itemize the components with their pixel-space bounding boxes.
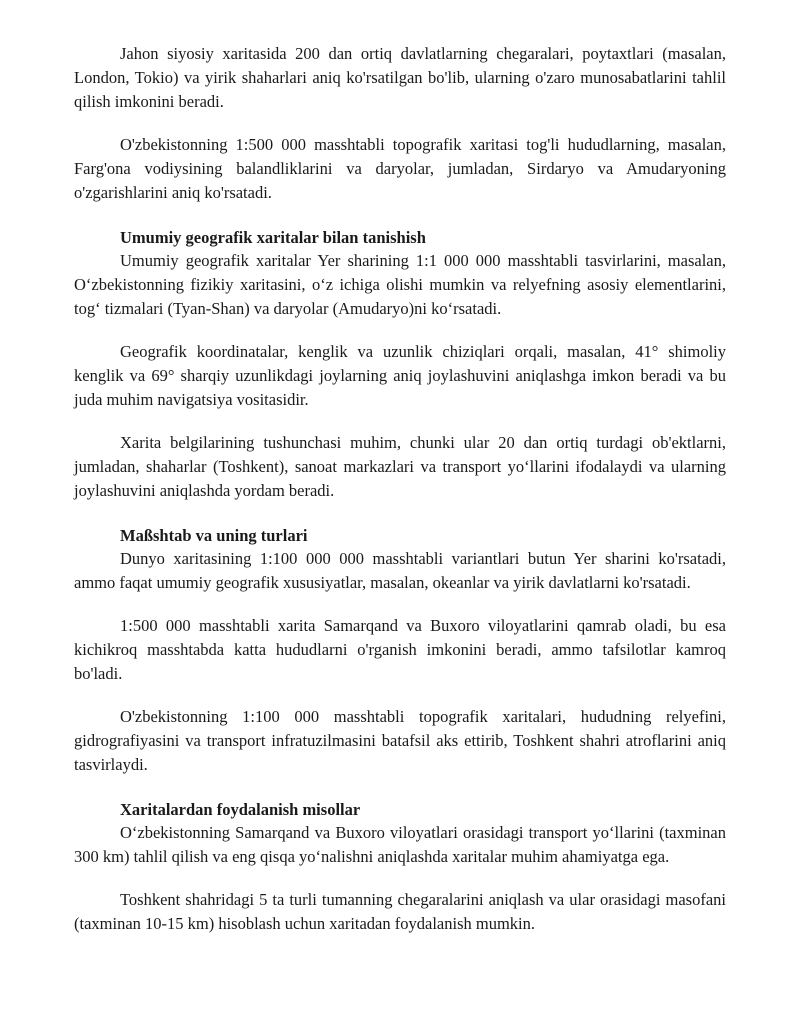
paragraph-topographic-map: O'zbekistonning 1:500 000 masshtabli topografik xaritasi tog'li hududlarning, masalan, Farg'ona vodiysining balandliklarini va daryolar, jumladan, Sirdaryo va Amudaryoning o'zgarishlarini aniq ko'rsatadi. xyxy=(74,135,726,202)
paragraph-regional-scale: 1:500 000 masshtabli xarita Samarqand va Buxoro viloyatlarini qamrab oladi, bu esa kichikroq masshtabda katta hududlarni o'rganish imkonini beradi, ammo tafsilotlar kamroq bo'ladi. xyxy=(74,616,726,683)
paragraph-world-map-scale: Dunyo xaritasining 1:100 000 000 masshtabli variantlari butun Yer sharini ko'rsatadi, ammo faqat umumiy geografik xususiyatlar, masalan, okeanlar va yirik davlatlarni ko'rsatadi. xyxy=(74,549,726,592)
paragraph-general-maps: Umumiy geografik xaritalar Yer sharining 1:1 000 000 masshtabli tasvirlarini, masalan, O‘zbekistonning fizikiy xaritasini, o‘z ichiga olishi mumkin va relyefning asosiy elementlarini, tog‘ tizmalari (Tyan-Shan) va daryolar (Amudaryo)ni ko‘rsatadi. xyxy=(74,251,726,318)
paragraph-map-symbols: Xarita belgilarining tushunchasi muhim, chunki ular 20 dan ortiq turdagi ob'ektlarni, jumladan, shaharlar (Toshkent), sanoat markazlari va transport yo‘llarini ifodalaydi va ularning joylashuvini aniqlashda yordam beradi. xyxy=(74,433,726,500)
document-page xyxy=(74,42,726,955)
paragraph-transport-routes: O‘zbekistonning Samarqand va Buxoro viloyatlari orasidagi transport yo‘llarini (taxminan 300 km) tahlil qilish va eng qisqa yo‘nalishni aniqlashda xaritalar muhim ahamiyatga ega. xyxy=(74,823,726,866)
section-heading-map-usage: Xaritalardan foydalanish misollar xyxy=(120,800,361,819)
paragraph-political-map: Jahon siyosiy xaritasida 200 dan ortiq davlatlarning chegaralari, poytaxtlari (masalan, London, Tokio) va yirik shaharlari aniq ko'rsatilgan bo'lib, ularning o'zaro munosabatlarini tahlil qilish imkonini beradi. xyxy=(74,44,726,111)
paragraph-large-scale: O'zbekistonning 1:100 000 masshtabli topografik xaritalari, hududning relyefini, gidrografiyasini va transport infratuzilmasini batafsil aks ettirib, Toshkent shahri atroflarini aniq tasvirlaydi. xyxy=(74,707,726,774)
paragraph-coordinates: Geografik koordinatalar, kenglik va uzunlik chiziqlari orqali, masalan, 41° shimoliy kenglik va 69° sharqiy uzunlikdagi joylarning aniq joylashuvini aniqlashga imkon beradi va bu juda muhim navigatsiya vositasidir. xyxy=(74,342,726,409)
paragraph-district-boundaries: Toshkent shahridagi 5 ta turli tumanning chegaralarini aniqlash va ular orasidagi masofani (taxminan 10-15 km) hisoblash uchun xaritadan foydalanish mumkin. xyxy=(74,890,726,933)
section-heading-general-maps: Umumiy geografik xaritalar bilan tanishish xyxy=(120,228,426,247)
section-heading-scale: Maßshtab va uning turlari xyxy=(120,526,308,545)
